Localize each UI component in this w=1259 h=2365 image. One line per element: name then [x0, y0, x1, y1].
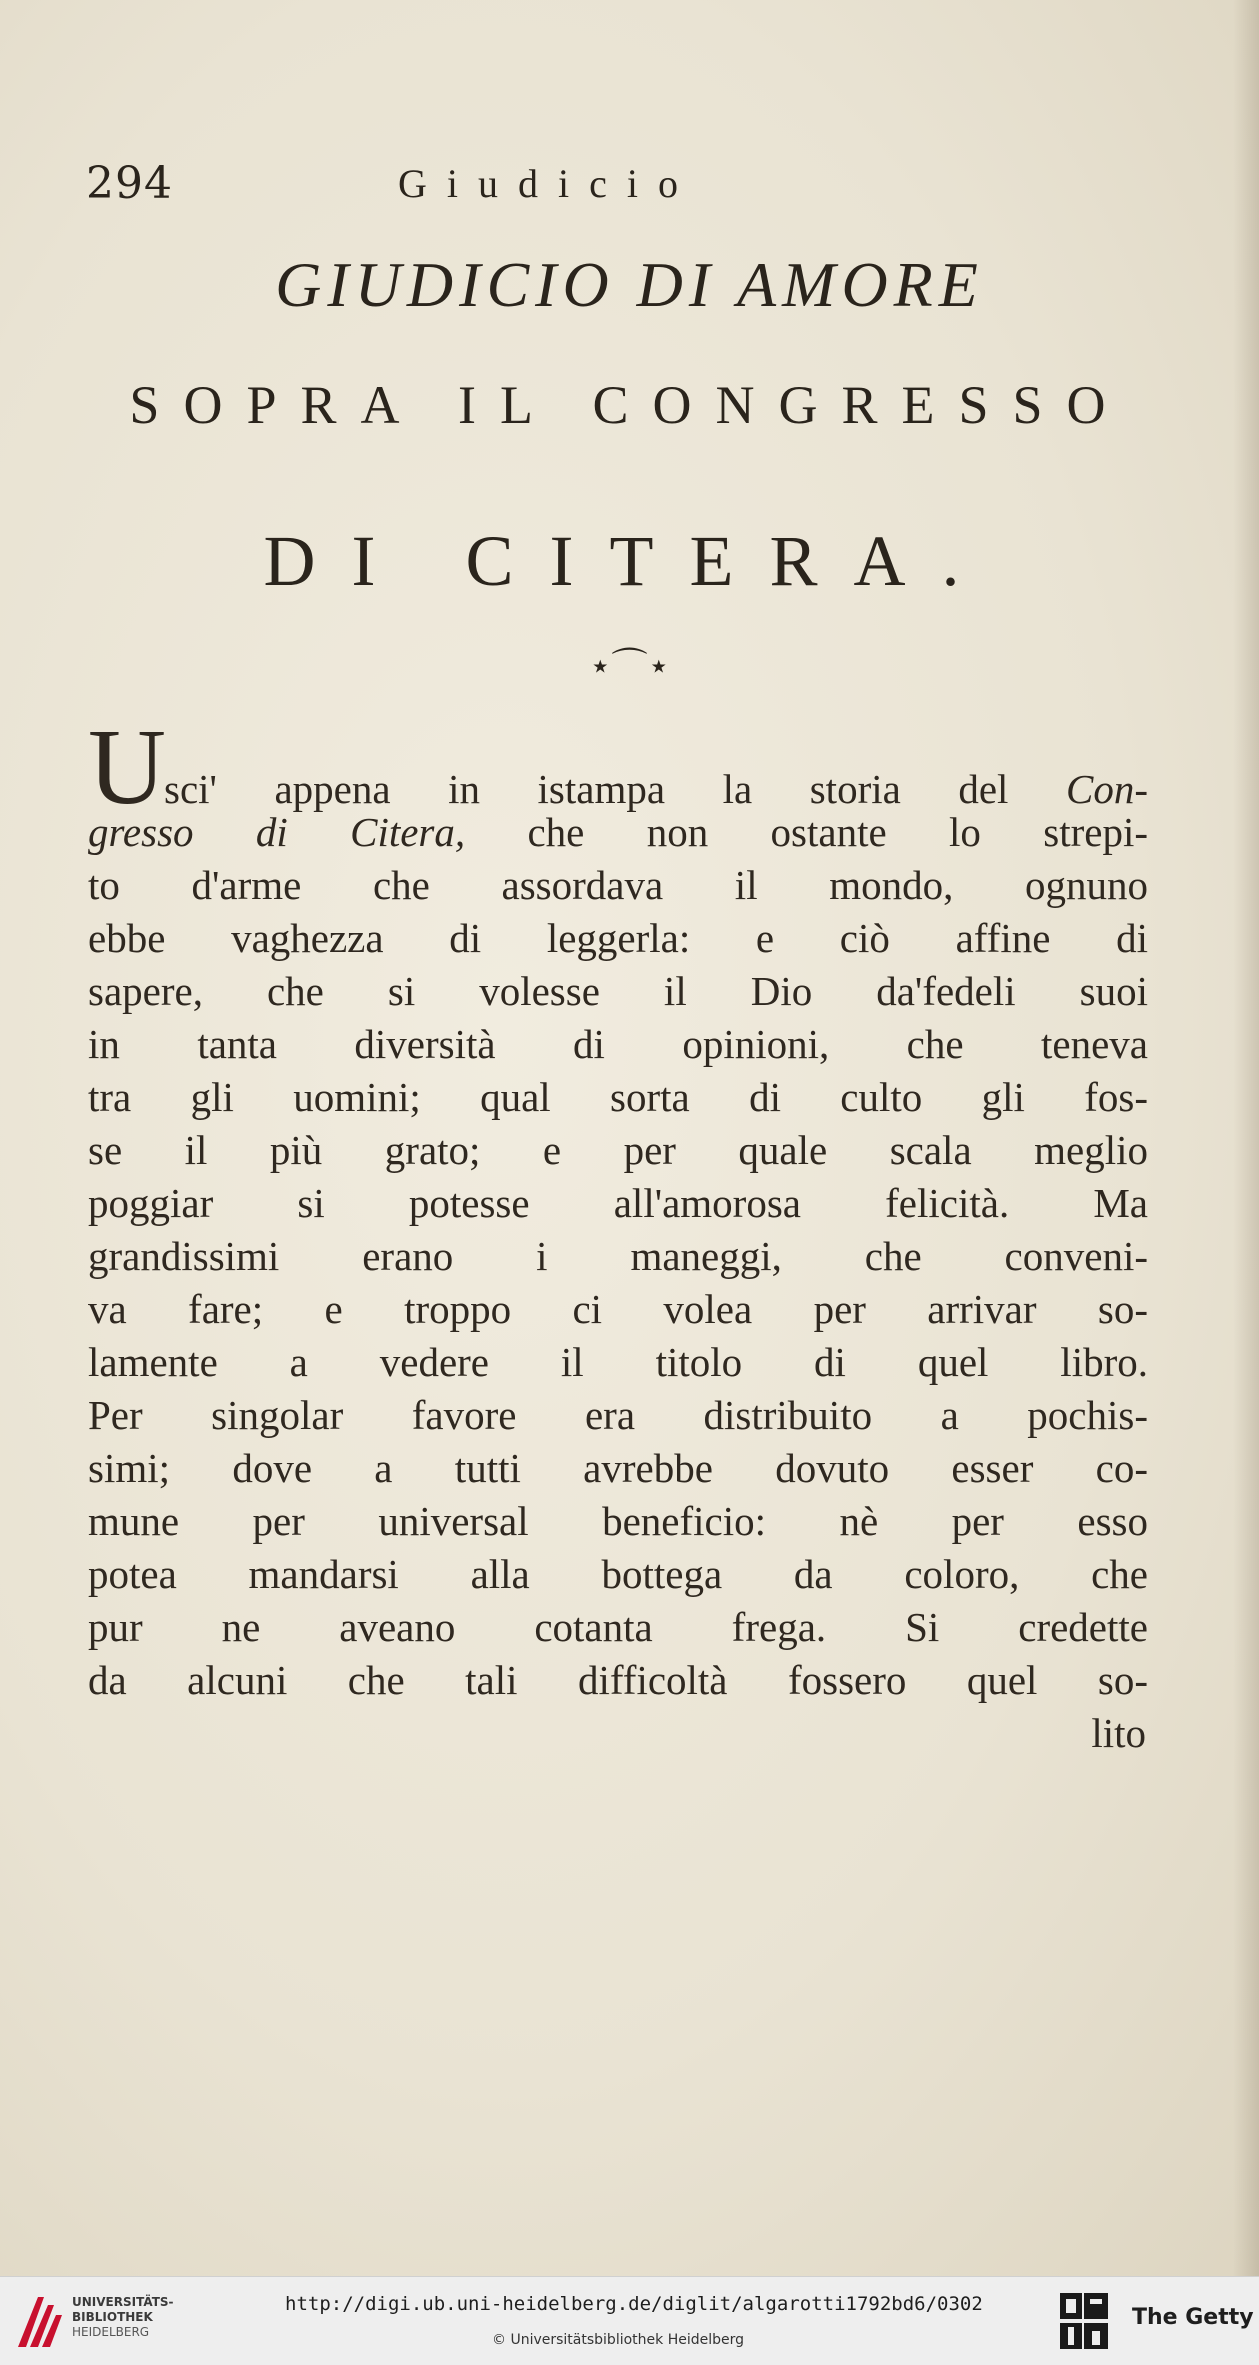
- body-line-1-text: sci' appena in istampa la storia del Con-: [164, 766, 1148, 812]
- body-text: [88, 708, 1148, 1760]
- body-line-3-text: to d'arme che assordava il mondo, ognuno: [88, 862, 1148, 908]
- page-number: 294: [86, 158, 173, 209]
- viewer-footer: [0, 2276, 1259, 2365]
- body-line-9-text: poggiar si potesse all'amorosa felicità. Ma: [88, 1180, 1148, 1226]
- body-line-4-text: ebbe vaghezza di leggerla: e ciò affine di: [88, 915, 1148, 961]
- ub-name-line-2: BIBLIOTHEK: [72, 2310, 153, 2324]
- body-line-15: [88, 1495, 1148, 1548]
- body-line-15-text: mune per universal beneficio: nè per esso: [88, 1498, 1148, 1544]
- ub-name-line-3: HEIDELBERG: [72, 2325, 150, 2339]
- body-line-12: [88, 1336, 1148, 1389]
- body-line-5-text: sapere, che si volesse il Dio da'fedeli suoi: [88, 968, 1148, 1014]
- copyright-notice: © Universitätsbibliothek Heidelberg: [492, 2332, 745, 2348]
- body-line-1: [88, 708, 1148, 827]
- body-line-9: [88, 1177, 1148, 1230]
- body-line-8-text: se il più grato; e per quale scala meglio: [88, 1127, 1148, 1173]
- catchword-line: [88, 1707, 1148, 1760]
- body-line-13: [88, 1389, 1148, 1442]
- permalink-url[interactable]: http://digi.ub.uni-heidelberg.de/diglit/algarotti1792bd6/0302: [285, 2293, 983, 2315]
- page-edge-shadow: [1233, 0, 1259, 2276]
- body-line-3: [88, 859, 1148, 912]
- title-line-3: DI CITERA.: [263, 521, 996, 601]
- italic-run: gresso di Citera,: [88, 809, 466, 855]
- body-line-16-text: potea mandarsi alla bottega da coloro, che: [88, 1551, 1148, 1597]
- body-line-10: [88, 1230, 1148, 1283]
- body-line-12-text: lamente a vedere il titolo di quel libro.: [88, 1339, 1148, 1385]
- body-line-13-text: Per singolar favore era distribuito a pochis-: [88, 1392, 1148, 1438]
- body-line-14: [88, 1442, 1148, 1495]
- body-line-2-text: gresso di Citera, che non ostante lo strepi-: [88, 809, 1148, 855]
- body-line-8: [88, 1124, 1148, 1177]
- body-line-17-text: pur ne aveano cotanta frega. Si credette: [88, 1604, 1148, 1650]
- title-line-2: SOPRA IL CONGRESSO: [129, 375, 1130, 435]
- ub-name-line-1: UNIVERSITÄTS-: [72, 2295, 174, 2309]
- getty-label: The Getty: [1132, 2305, 1254, 2330]
- body-line-6: [88, 1018, 1148, 1071]
- catchword: lito: [1091, 1710, 1146, 1756]
- ornament-icon: ⋆⌒⋆: [588, 646, 671, 687]
- body-line-16: [88, 1548, 1148, 1601]
- body-line-5: [88, 965, 1148, 1018]
- italic-run: Con-: [1066, 766, 1148, 812]
- ub-heidelberg-name: [72, 2295, 174, 2340]
- body-line-17: [88, 1601, 1148, 1654]
- body-line-10-text: grandissimi erano i maneggi, che conveni-: [88, 1233, 1148, 1279]
- body-line-6-text: in tanta diversità di opinioni, che teneva: [88, 1021, 1148, 1067]
- ub-heidelberg-logo-icon[interactable]: [14, 2291, 66, 2351]
- running-head: Giudicio: [398, 161, 698, 206]
- title-line-1: GIUDICIO DI AMORE: [275, 249, 984, 320]
- body-line-18: [88, 1654, 1148, 1707]
- body-line-11: [88, 1283, 1148, 1336]
- body-line-2: [88, 806, 1148, 859]
- getty-logo-icon[interactable]: [1058, 2291, 1110, 2353]
- body-line-7: [88, 1071, 1148, 1124]
- body-line-4: [88, 912, 1148, 965]
- body-line-7-text: tra gli uomini; qual sorta di culto gli fos-: [88, 1074, 1148, 1120]
- body-line-18-text: da alcuni che tali difficoltà fossero quel so-: [88, 1657, 1148, 1703]
- drop-cap: U: [88, 708, 164, 827]
- body-line-11-text: va fare; e troppo ci volea per arrivar so-: [88, 1286, 1148, 1332]
- body-line-14-text: simi; dove a tutti avrebbe dovuto esser co-: [88, 1445, 1148, 1491]
